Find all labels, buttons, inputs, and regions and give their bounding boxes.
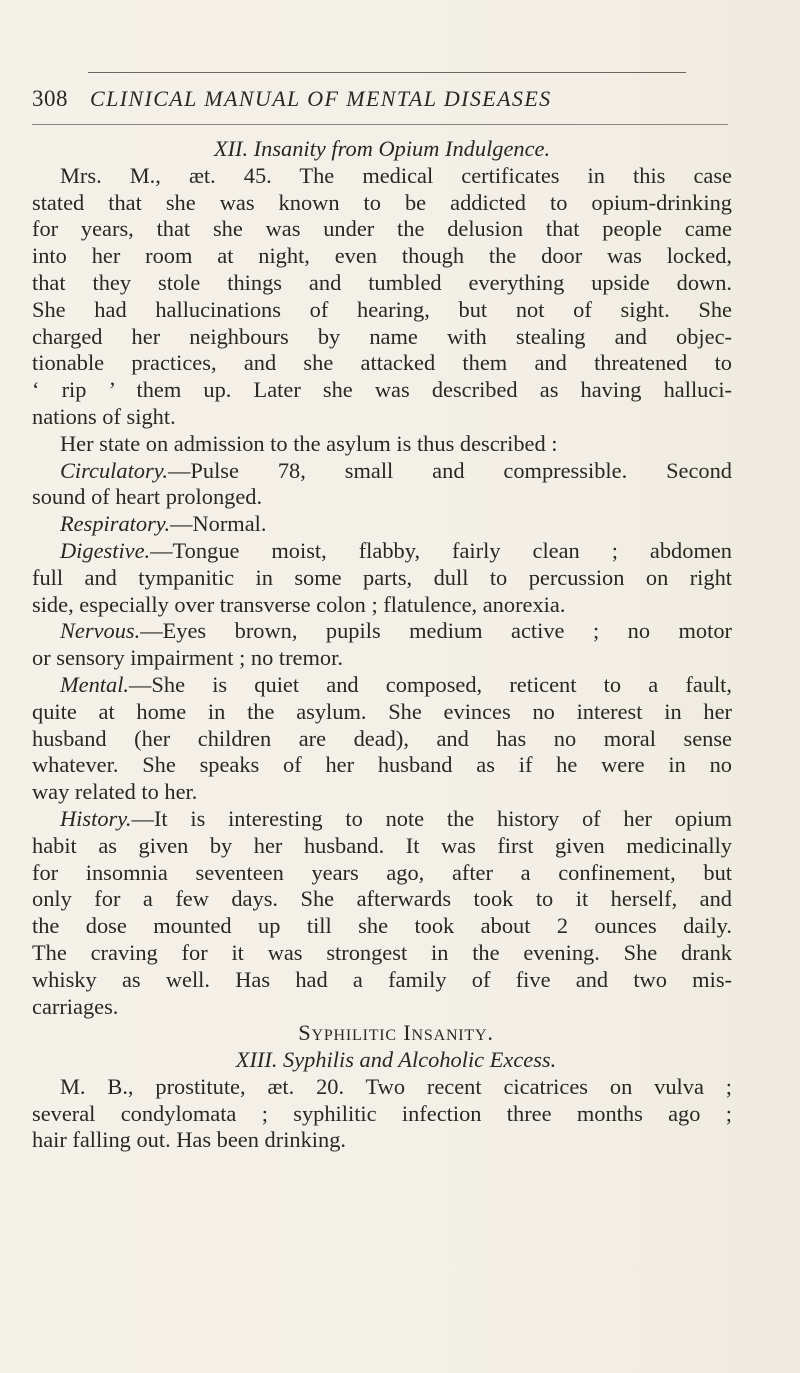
- case-13-paragraph: [32, 1074, 732, 1154]
- text-line: Mrs. M., æt. 45. The medical certificates in this case: [60, 162, 732, 188]
- text-line: whisky as well. Has had a family of five and two mis-: [32, 966, 732, 992]
- digestive-paragraph: [32, 538, 732, 618]
- mental-text: —She is quiet and composed, reticent to a fault,: [129, 671, 732, 697]
- header-rule: [32, 124, 728, 125]
- respiratory-label: Respiratory.: [60, 511, 171, 537]
- page-body: [32, 136, 732, 1154]
- text-line: that they stole things and tumbled everything upside down.: [32, 269, 732, 295]
- text-line: full and tympanitic in some parts, dull to percussion on right: [32, 564, 732, 590]
- text-line: [32, 538, 732, 565]
- text-line: The craving for it was strongest in the evening. She drank: [32, 939, 732, 965]
- admission-state-line: Her state on admission to the asylum is thus described :: [60, 430, 558, 456]
- circulatory-paragraph: [32, 458, 732, 512]
- text-line: tionable practices, and she attacked them and threatened to: [32, 350, 732, 376]
- text-line: [32, 458, 732, 485]
- text-line: habit as given by her husband. It was first given medicinally: [32, 832, 732, 858]
- text-line: for insomnia seventeen years ago, after a confinement, but: [32, 859, 732, 885]
- history-paragraph: [32, 806, 732, 1020]
- text-line: ‘ rip ’ them up. Later she was described as having halluci-: [32, 377, 732, 403]
- page-header: [32, 86, 732, 116]
- text-line: [32, 511, 732, 538]
- mental-label: Mental.: [60, 671, 130, 697]
- text-line: quite at home in the asylum. She evinces no interest in her: [32, 698, 732, 724]
- text-line: several condylomata ; syphilitic infection three months ago ;: [32, 1100, 732, 1126]
- text-line: [32, 806, 732, 833]
- text-line: into her room at night, even though the door was locked,: [32, 243, 732, 269]
- digestive-label: Digestive.: [60, 537, 151, 563]
- top-rule: [88, 72, 686, 73]
- text-line: nations of sight.: [32, 403, 176, 429]
- text-line: carriages.: [32, 993, 119, 1019]
- case-12-intro: [32, 163, 732, 431]
- text-line: stated that she was known to be addicted to opium-drinking: [32, 189, 732, 215]
- respiratory-paragraph: [32, 511, 732, 538]
- text-line: way related to her.: [32, 779, 198, 805]
- text-line: or sensory impairment ; no tremor.: [32, 645, 343, 671]
- history-text: —It is interesting to note the history of her opium: [131, 805, 732, 831]
- page-number: 308: [32, 86, 68, 111]
- text-line: M. B., prostitute, æt. 20. Two recent cicatrices on vulva ;: [60, 1073, 732, 1099]
- text-line: [32, 618, 732, 645]
- text-line: side, especially over transverse colon ; flatulence, anorexia.: [32, 591, 566, 617]
- mental-paragraph: [32, 672, 732, 806]
- section-heading: Syphilitic Insanity.: [298, 1020, 494, 1046]
- nervous-paragraph: [32, 618, 732, 672]
- text-line: the dose mounted up till she took about 2 ounces daily.: [32, 913, 732, 939]
- text-line: She had hallucinations of hearing, but not of sight. She: [32, 296, 732, 322]
- history-label: History.: [60, 805, 132, 831]
- text-line: charged her neighbours by name with stealing and objec-: [32, 323, 732, 349]
- case-13-title: XIII. Syphilis and Alcoholic Excess.: [235, 1047, 557, 1073]
- circulatory-label: Circulatory.: [60, 457, 169, 483]
- text-line: hair falling out. Has been drinking.: [32, 1127, 347, 1153]
- circulatory-text: —Pulse 78, small and compressible. Second: [168, 457, 732, 483]
- text-line: for years, that she was under the delusion that people came: [32, 216, 732, 242]
- text-line: [32, 672, 732, 699]
- text-line: sound of heart prolonged.: [32, 484, 263, 510]
- text-line: whatever. She speaks of her husband as if he were in no: [32, 752, 732, 778]
- nervous-label: Nervous.: [60, 618, 141, 644]
- running-head: CLINICAL MANUAL OF MENTAL DISEASES: [90, 86, 552, 111]
- case-12-title: XII. Insanity from Opium Indulgence.: [213, 136, 551, 161]
- text-line: husband (her children are dead), and has no moral sense: [32, 725, 732, 751]
- respiratory-text: —Normal.: [170, 511, 267, 537]
- text-line: only for a few days. She afterwards took to it herself, and: [32, 886, 732, 912]
- digestive-text: —Tongue moist, flabby, fairly clean ; abdomen: [150, 537, 732, 563]
- nervous-text: —Eyes brown, pupils medium active ; no motor: [140, 618, 732, 644]
